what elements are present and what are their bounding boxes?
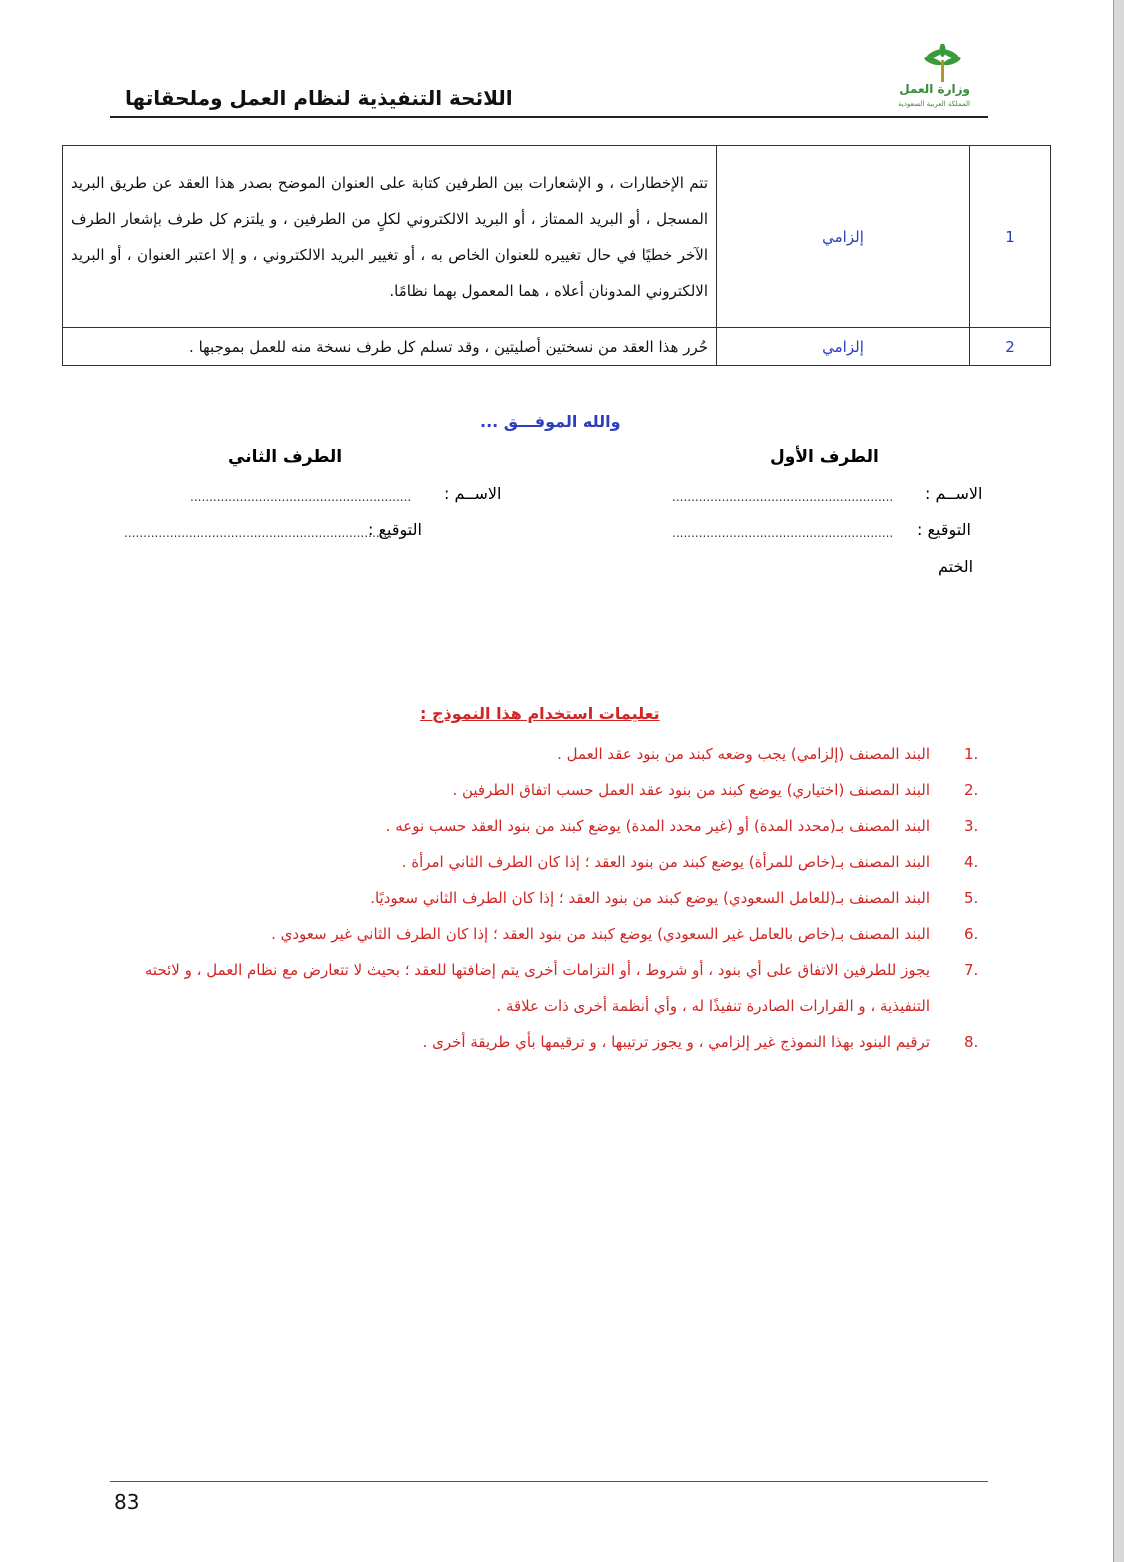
clause-type: إلزامي [717, 146, 970, 328]
list-item-number: 8. [964, 1033, 979, 1051]
list-item-text: البند المصنف بـ(خاص بالعامل غير السعودي) يوضع كبند من بنود العقد ؛ إذا كان الطرف الثاني غير سعودي . [271, 925, 930, 943]
party1-title: الطرف الأول [770, 447, 879, 467]
clause-text: حُرر هذا العقد من نسختين أصليتين ، وقد تسلم كل طرف نسخة منه للعمل بموجبها . [63, 328, 717, 366]
list-item-number: 4. [964, 853, 979, 871]
ministry-logo [880, 44, 980, 114]
palm-icon [880, 44, 980, 84]
page-number: 83 [114, 1490, 140, 1514]
list-item [118, 880, 988, 916]
list-item-number: 2. [964, 781, 979, 799]
list-item-text: البند المصنف بـ(للعامل السعودي) يوضع كبند من بنود العقد ؛ إذا كان الطرف الثاني سعوديًا. [370, 889, 930, 907]
list-item-text: يجوز للطرفين الاتفاق على أي بنود ، أو شروط ، أو التزامات أخرى يتم إضافتها للعقد ؛ بحيث لا تتعارض مع نظام العمل ، و لائحته التنفيذية ، و القرارات الصادرة تنفيذًا له ، وأي أنظمة أخرى ذات علاقة . [144, 961, 930, 1015]
header-divider [110, 116, 988, 118]
list-item-number: 5. [964, 889, 979, 907]
list-item [118, 736, 988, 772]
page-edge [1114, 0, 1124, 1562]
list-item [118, 916, 988, 952]
stamp-label: الختم [938, 557, 974, 576]
list-item-text: ترقيم البنود بهذا النموذج غير إلزامي ، و يجوز ترتيبها ، و ترقيمها بأي طريقة أخرى . [422, 1033, 930, 1051]
clause-number: 2 [970, 328, 1051, 366]
list-item-number: 3. [964, 817, 979, 835]
party1-name-label: الاســم : [925, 484, 983, 503]
list-item-text: البند المصنف (إلزامي) يجب وضعه كبند من بنود عقد العمل . [557, 745, 930, 763]
list-item [118, 772, 988, 808]
table-row [63, 328, 1051, 366]
party1-signature-label: التوقيع : [917, 520, 971, 539]
list-item-text: البند المصنف بـ(خاص للمرأة) يوضع كبند من بنود العقد ؛ إذا كان الطرف الثاني امرأة . [401, 853, 930, 871]
list-item-number: 7. [964, 961, 979, 979]
list-item [118, 952, 988, 1024]
table-row [63, 146, 1051, 328]
instructions-list [118, 736, 988, 1060]
list-item-number: 1. [964, 745, 979, 763]
list-item-text: البند المصنف (اختياري) يوضع كبند من بنود عقد العمل حسب اتفاق الطرفين . [452, 781, 930, 799]
party2-signature-line: ...................................................................... [124, 526, 392, 540]
instructions-title: تعليمات استخدام هذا النموذج : [420, 704, 660, 723]
closing-phrase: والله الموفـــق ... [480, 412, 621, 431]
list-item [118, 844, 988, 880]
clause-type: إلزامي [717, 328, 970, 366]
logo-text: وزارة العمل [899, 82, 970, 96]
party2-name-label: الاســم : [444, 484, 502, 503]
list-item [118, 1024, 988, 1060]
list-item-number: 6. [964, 925, 979, 943]
party2-signature-label: التوقيع : [368, 520, 422, 539]
logo-subtext: المملكة العربية السعودية [898, 100, 970, 108]
footer-divider [110, 1481, 988, 1482]
party2-name-line: .......................................................... [190, 490, 412, 504]
page-title: اللائحة التنفيذية لنظام العمل وملحقاتها [125, 86, 513, 110]
clauses-table [62, 145, 1051, 366]
party2-title: الطرف الثاني [228, 447, 343, 467]
clause-number: 1 [970, 146, 1051, 328]
party1-signature-line: .......................................................... [672, 526, 894, 540]
party1-name-line: .......................................................... [672, 490, 894, 504]
list-item-text: البند المصنف بـ(محدد المدة) أو (غير محدد المدة) يوضع كبند من بنود العقد حسب نوعه . [385, 817, 930, 835]
list-item [118, 808, 988, 844]
clause-text: تتم الإخطارات ، و الإشعارات بين الطرفين كتابة على العنوان الموضح بصدر هذا العقد عن طريق البريد المسجل ، أو البريد الممتاز ، أو البريد الالكتروني لكلٍ من الطرفين ، و يلتزم كل طرف بإشعار الطرف الآخر خطيًا في حال تغييره للعنوان الخاص به ، أو تغيير البريد الالكتروني ، و إلا اعتبر العنوان ، أو البريد الالكتروني المدونان أعلاه ، هما المعمول بهما نظامًا. [63, 146, 717, 328]
